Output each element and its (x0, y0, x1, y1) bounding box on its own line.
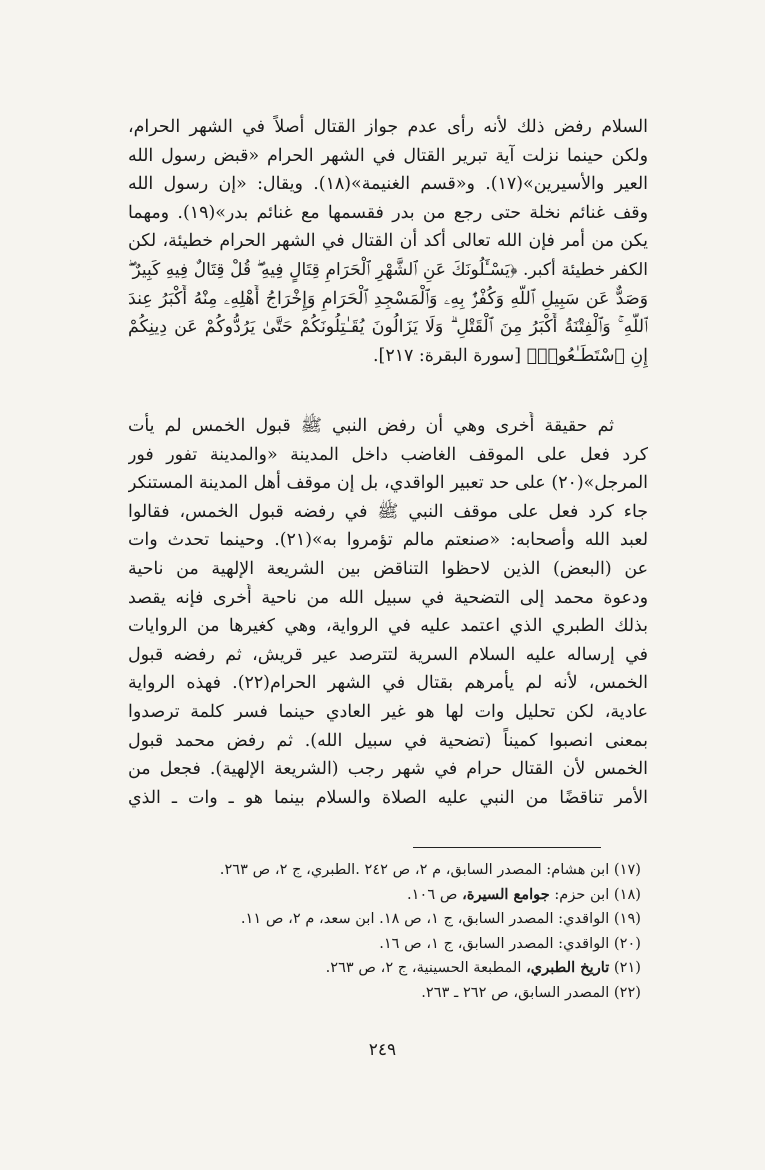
paragraph-1 (128, 113, 648, 370)
footnote-text-post: المطبعة الحسينية، ج ٢، ص ٢٦٣. (325, 959, 527, 977)
footnote-text-post: ص ١٠٦. (407, 885, 463, 903)
text-line: الخمس لأن القتال حرام في شهر رجب (الشريعة الإلهية). فجعل من (128, 759, 648, 780)
text-line: الخمس، لأنه لم يأمرهم بقتال في الشهر الحرام(٢٢). فهذه الرواية (128, 673, 648, 694)
quran-verse-line: وَصَدٌّ عَن سَبِيلِ ٱللَّهِ وَكُفْرٌۢ بِهِۦ وَٱلْمَسْجِدِ ٱلْحَرَامِ وَإِخْرَاجُ أَهْلِهِۦ مِنْهُ أَكْبَرُ عِندَ (128, 288, 648, 309)
footnote-number: (٢١) (613, 959, 641, 977)
text-line: كرد فعل على الموقف الغاضب داخل المدينة «والمدينة تفور فور (128, 444, 648, 465)
footnote-number: (١٨) (613, 885, 641, 903)
footnote-18 (121, 883, 641, 908)
text-line: الأمر تناقضًا من النبي عليه الصلاة والسلام بينما هو ـ وات ـ الذي (128, 787, 648, 808)
footnote-book-title: تاريخ الطبري، (526, 959, 610, 977)
text-line: العير والأسيرين»(١٧). و«قسم الغنيمة»(١٨). ويقال: «إن رسول الله (128, 174, 648, 195)
footnote-17 (121, 858, 641, 883)
text-line: في إرساله عليه السلام السرية لتترصد عير قريش، ثم رفضه قبول (128, 644, 648, 665)
footnote-text-pre: ابن حزم: (549, 885, 610, 903)
text-line: عن (البعض) الذين لاحظوا التناقض بين الشريعة الإلهية من ناحية (128, 558, 648, 579)
footnote-text: المصدر السابق، ص ٢٦٢ ـ ٢٦٣. (421, 983, 610, 1001)
text-line: يكن من أمر فإن الله تعالى أكد أن القتال في الشهر الحرام خطيئة، لكن (128, 231, 648, 252)
footnote-20 (121, 932, 641, 957)
footnotes (121, 858, 641, 1006)
text-line: بمعنى انصبوا كميناً (تضحية في سبيل الله). ثم رفض محمد قبول (128, 730, 648, 751)
text-line: عادية، لكن تحليل وات لها هو غير العادي حينما فسر كلمة ترصدوا (128, 701, 648, 722)
quran-verse-line: إِنِ ٱسْتَطَـٰعُوا۟﴾ [سورة البقرة: ٢١٧]. (373, 345, 648, 366)
text-line: لعبد الله وأصحابه: «صنعتم مالم تؤمروا به»(٢١). وحينما تحدث وات (128, 530, 648, 551)
paragraph-2 (128, 412, 648, 812)
footnote-text: الواقدي: المصدر السابق، ج ١، ص ١٦. (379, 934, 610, 952)
footnote-text: الواقدي: المصدر السابق، ج ١، ص ١٨. ابن سعد، م ٢، ص ١١. (240, 910, 610, 928)
text-line: ودعوة محمد إلى التضحية في سبيل الله من ناحية أُخرى فإنه يقصد (128, 587, 648, 608)
page-number: ٢٤٩ (368, 1040, 397, 1060)
footnote-19 (121, 907, 641, 932)
footnote-number: (١٧) (613, 861, 641, 878)
footnote-book-title: جوامع السيرة، (462, 885, 550, 903)
quran-verse-line: ٱللَّهِ ۚ وَٱلْفِتْنَةُ أَكْبَرُ مِنَ ٱلْقَتْلِ ۗ وَلَا يَزَالُونَ يُقَـٰتِلُونَكُمْ حَتَّىٰ يَرُدُّوكُمْ عَن دِينِكُمْ (128, 317, 648, 338)
footnote-divider (413, 847, 601, 848)
text-line: وقف غنائم نخلة حتى رجع من بدر فقسمها مع غنائم بدر»(١٩). ومهما (128, 202, 648, 223)
footnote-text: ابن هشام: المصدر السابق، م ٢، ص ٢٤٢ .الطبري، ج ٢، ص ٢٦٣. (219, 861, 610, 878)
text-line: السلام رفض ذلك لأنه رأى عدم جواز القتال أصلاً في الشهر الحرام، (128, 117, 648, 137)
footnote-number: (١٩) (613, 910, 641, 928)
footnote-number: (٢٢) (613, 983, 641, 1001)
text-line: ثم حقيقة أُخرى وهي أن رفض النبي ﷺ قبول الخمس لم يأت (128, 416, 614, 436)
footnote-number: (٢٠) (613, 934, 641, 952)
text-line: المرجل»(٢٠) على حد تعبير الواقدي، بل إن موقف أهل المدينة المستنكر (128, 473, 648, 494)
text-line: ولكن حينما نزلت آية تبرير القتال في الشهر الحرام «قبض رسول الله (128, 145, 648, 166)
text-line: جاء كرد فعل على موقف النبي ﷺ في رفضه قبول الخمس، فقالوا (128, 501, 648, 522)
footnote-22 (121, 981, 641, 1006)
footnote-21 (121, 956, 641, 981)
text-line: بذلك الطبري الذي اعتمد عليه في الرواية، وهي كغيرها من الروايات (128, 616, 648, 637)
quran-verse-line: الكفر خطيئة أكبر. ﴿يَسْـَٔلُونَكَ عَنِ ٱلشَّهْرِ ٱلْحَرَامِ قِتَالٍ فِيهِ ۖ قُلْ قِتَالٌ فِيهِ كَبِيرٌ ۖ (128, 259, 648, 280)
